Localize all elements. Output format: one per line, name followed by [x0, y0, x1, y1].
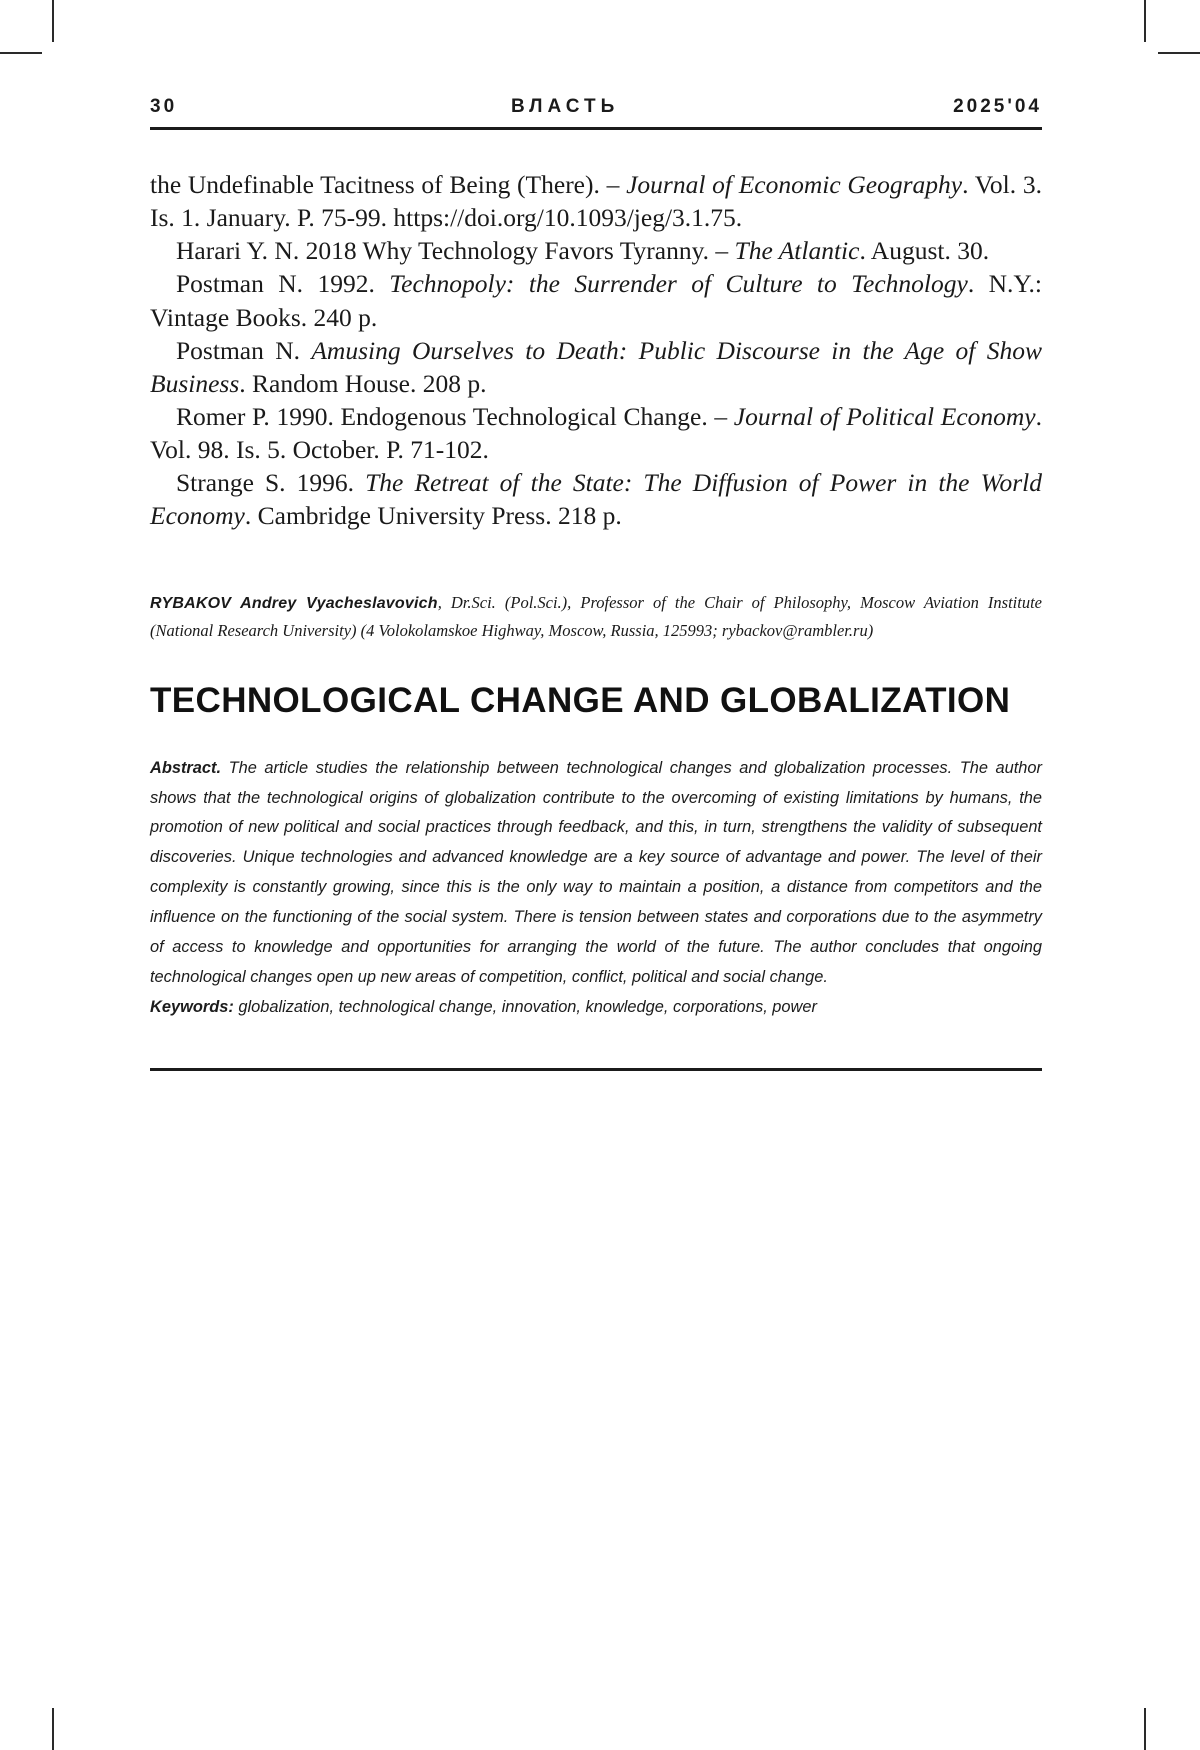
reference-continued	[150, 168, 1042, 234]
reference-item	[150, 267, 1042, 333]
reference-source-title: Technopoly: the Surrender of Culture to Technology	[389, 269, 968, 299]
reference-item	[150, 334, 1042, 400]
crop-mark-bottom-left	[52, 1708, 54, 1750]
crop-mark-left-top	[0, 52, 42, 54]
reference-source-title: The Atlantic	[734, 236, 860, 266]
reference-text-part: . Vol. 3. Is. 1. January. P. 75-99. https://doi.org/10.1093/jeg/3.1.75.	[150, 170, 1042, 233]
abstract-block	[150, 754, 1042, 993]
reference-text-part: . August. 30.	[859, 236, 990, 266]
reference-item	[150, 466, 1042, 532]
keywords-label: Keywords:	[150, 997, 234, 1016]
keywords-text: globalization, technological change, innovation, knowledge, corporations, power	[233, 997, 817, 1016]
page-content	[150, 96, 1042, 1071]
header-rule	[150, 127, 1042, 130]
reference-text-part: Strange S. 1996.	[176, 468, 366, 498]
reference-text-part: Harari Y. N. 2018 Why Technology Favors Tyranny. –	[176, 236, 735, 266]
reference-source-title: Journal of Political Economy	[733, 401, 1036, 431]
reference-text-part: Romer P. 1990. Endogenous Technological Change. –	[176, 401, 734, 431]
footer-rule	[150, 1068, 1042, 1071]
running-head	[150, 96, 1042, 118]
reference-item	[150, 234, 1042, 267]
crop-mark-top-right	[1144, 0, 1146, 42]
reference-text-part: . Vol. 98. Is. 5. October. P. 71-102.	[150, 401, 1042, 465]
crop-mark-bottom-right	[1144, 1708, 1146, 1750]
reference-text-part: . Random House. 208 p.	[239, 368, 487, 398]
reference-text-part: . Cambridge University Press. 218 p.	[244, 501, 622, 531]
reference-text-part: the Undefinable Tacitness of Being (There). –	[150, 170, 627, 199]
page-number: 30	[150, 96, 178, 117]
journal-name: ВЛАСТЬ	[510, 96, 620, 117]
reference-item	[150, 400, 1042, 466]
author-name: RYBAKOV Andrey Vyacheslavovich	[150, 594, 438, 612]
reference-text-part: Postman N.	[176, 335, 312, 365]
crop-mark-top-left	[52, 0, 54, 42]
issue-label: 2025'04	[953, 96, 1042, 117]
author-affiliation-block	[150, 589, 1042, 646]
reference-text-part: . N.Y.: Vintage Books. 240 p.	[150, 269, 1042, 332]
crop-mark-right-top	[1158, 52, 1200, 54]
reference-text-part: Postman N. 1992.	[176, 269, 390, 299]
abstract-text: The article studies the relationship between technological changes and globalization processes. The author shows that the technological origins of globalization contribute to the overcoming of existing limitations by humans, the promotion of new political and social practices through feedback, and this, in turn, strengthens the validity of subsequent discoveries. Unique technologies and advanced knowledge are a key source of advantage and power. The level of their complexity is constantly growing, since this is the only way to maintain a position, a distance from competitors and the influence on the functioning of the social system. There is tension between states and corporations due to the asymmetry of access to knowledge and opportunities for arranging the world of the future. The author concludes that ongoing technological changes open up new areas of competition, conflict, political and social change.	[150, 758, 1042, 986]
article-title: TECHNOLOGICAL CHANGE AND GLOBALIZATION	[150, 681, 1011, 721]
keywords-block	[150, 993, 1042, 1023]
reference-source-title: The Retreat of the State: The Diffusion of Power in the World Economy	[150, 468, 1043, 531]
author-affiliation: , Dr.Sci. (Pol.Sci.), Professor of the Chair of Philosophy, Moscow Aviation Institute (National Research University) (4 Volokolamskoe Highway, Moscow, Russia, 125993; rybackov@rambler.ru)	[150, 592, 1042, 641]
reference-source-title: Amusing Ourselves to Death: Public Discourse in the Age of Show Business	[150, 335, 1042, 398]
reference-source-title: Journal of Economic Geography	[626, 170, 963, 199]
references-list	[150, 168, 1042, 533]
abstract-label: Abstract.	[150, 758, 222, 777]
